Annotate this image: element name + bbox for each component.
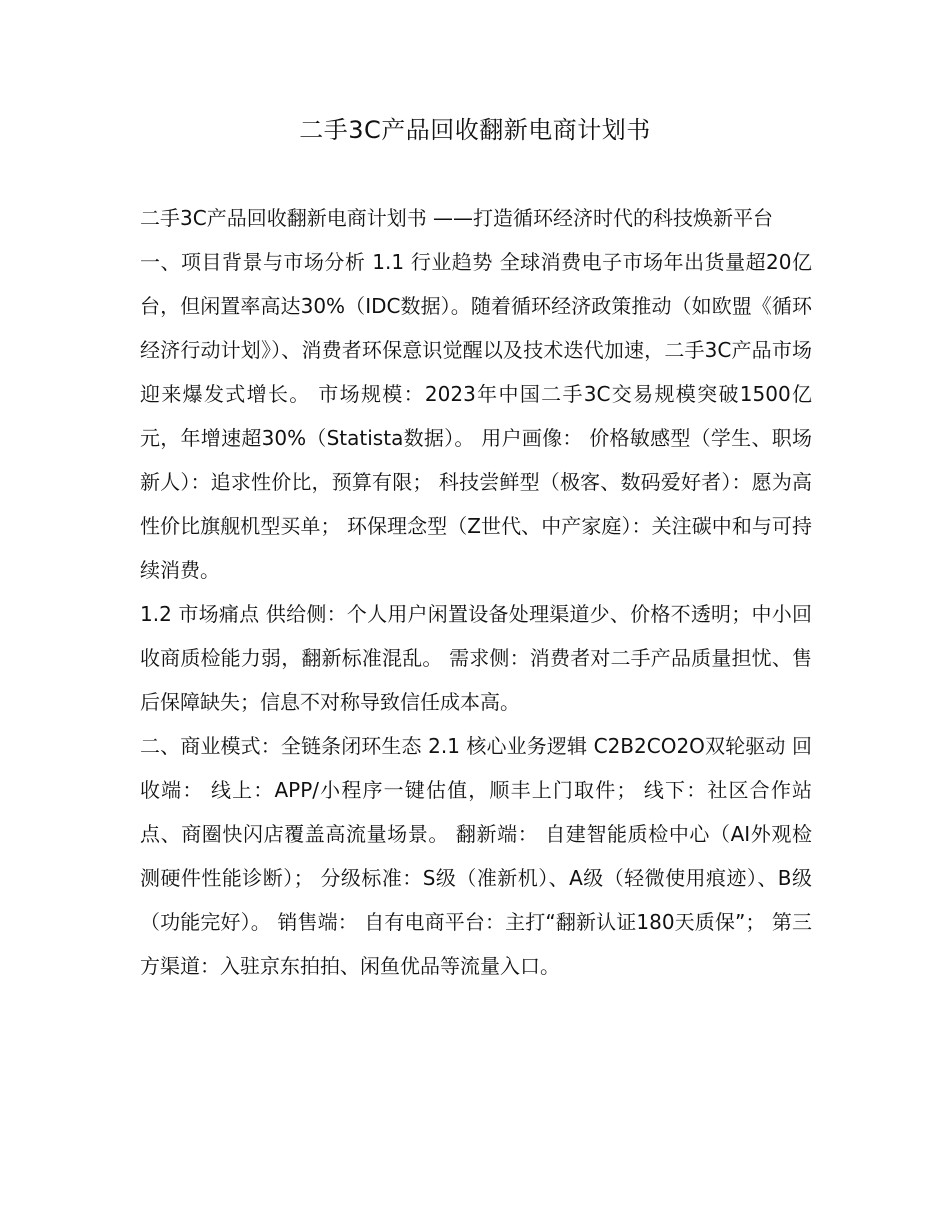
paragraph-business-model: 二、商业模式：全链条闭环生态 2.1 核心业务逻辑 C2B2CO2O双轮驱动 回收端： 线上：APP/小程序一键估值，顺丰上门取件； 线下：社区合作站点、商圈快闪店覆盖高流量场景。 翻新端： 自建智能质检中心（AI外观检测硬件性能诊断）； 分级标准：S级（准新机）、A级（轻微使用痕迹）、B级（功能完好）。 销售端： 自有电商平台：主打“翻新认证180天质保”； 第三方渠道：入驻京东拍拍、闲鱼优品等流量入口。 — [140, 734, 812, 978]
document-body — [140, 196, 812, 988]
paragraph-pain-points: 1.2 市场痛点 供给侧：个人用户闲置设备处理渠道少、价格不透明；中小回收商质检能力弱，翻新标准混乱。 需求侧：消费者对二手产品质量担忧、售后保障缺失；信息不对称导致信任成本高。 — [140, 602, 812, 714]
document-title: 二手3C产品回收翻新电商计划书 — [299, 116, 651, 144]
paragraph-intro: 二手3C产品回收翻新电商计划书 ——打造循环经济时代的科技焕新平台 — [140, 206, 774, 230]
paragraph-background: 一、项目背景与市场分析 1.1 行业趋势 全球消费电子市场年出货量超20亿台，但闲置率高达30%（IDC数据）。随着循环经济政策推动（如欧盟《循环经济行动计划》）、消费者环保意识觉醒以及技术迭代加速，二手3C产品市场迎来爆发式增长。 市场规模：2023年中国二手3C交易规模突破1500亿元，年增速超30%（Statista数据）。 用户画像： 价格敏感型（学生、职场新人）：追求性价比，预算有限； 科技尝鲜型（极客、数码爱好者）：愿为高性价比旗舰机型买单； 环保理念型（Z世代、中产家庭）：关注碳中和与可持续消费。 — [140, 250, 812, 582]
